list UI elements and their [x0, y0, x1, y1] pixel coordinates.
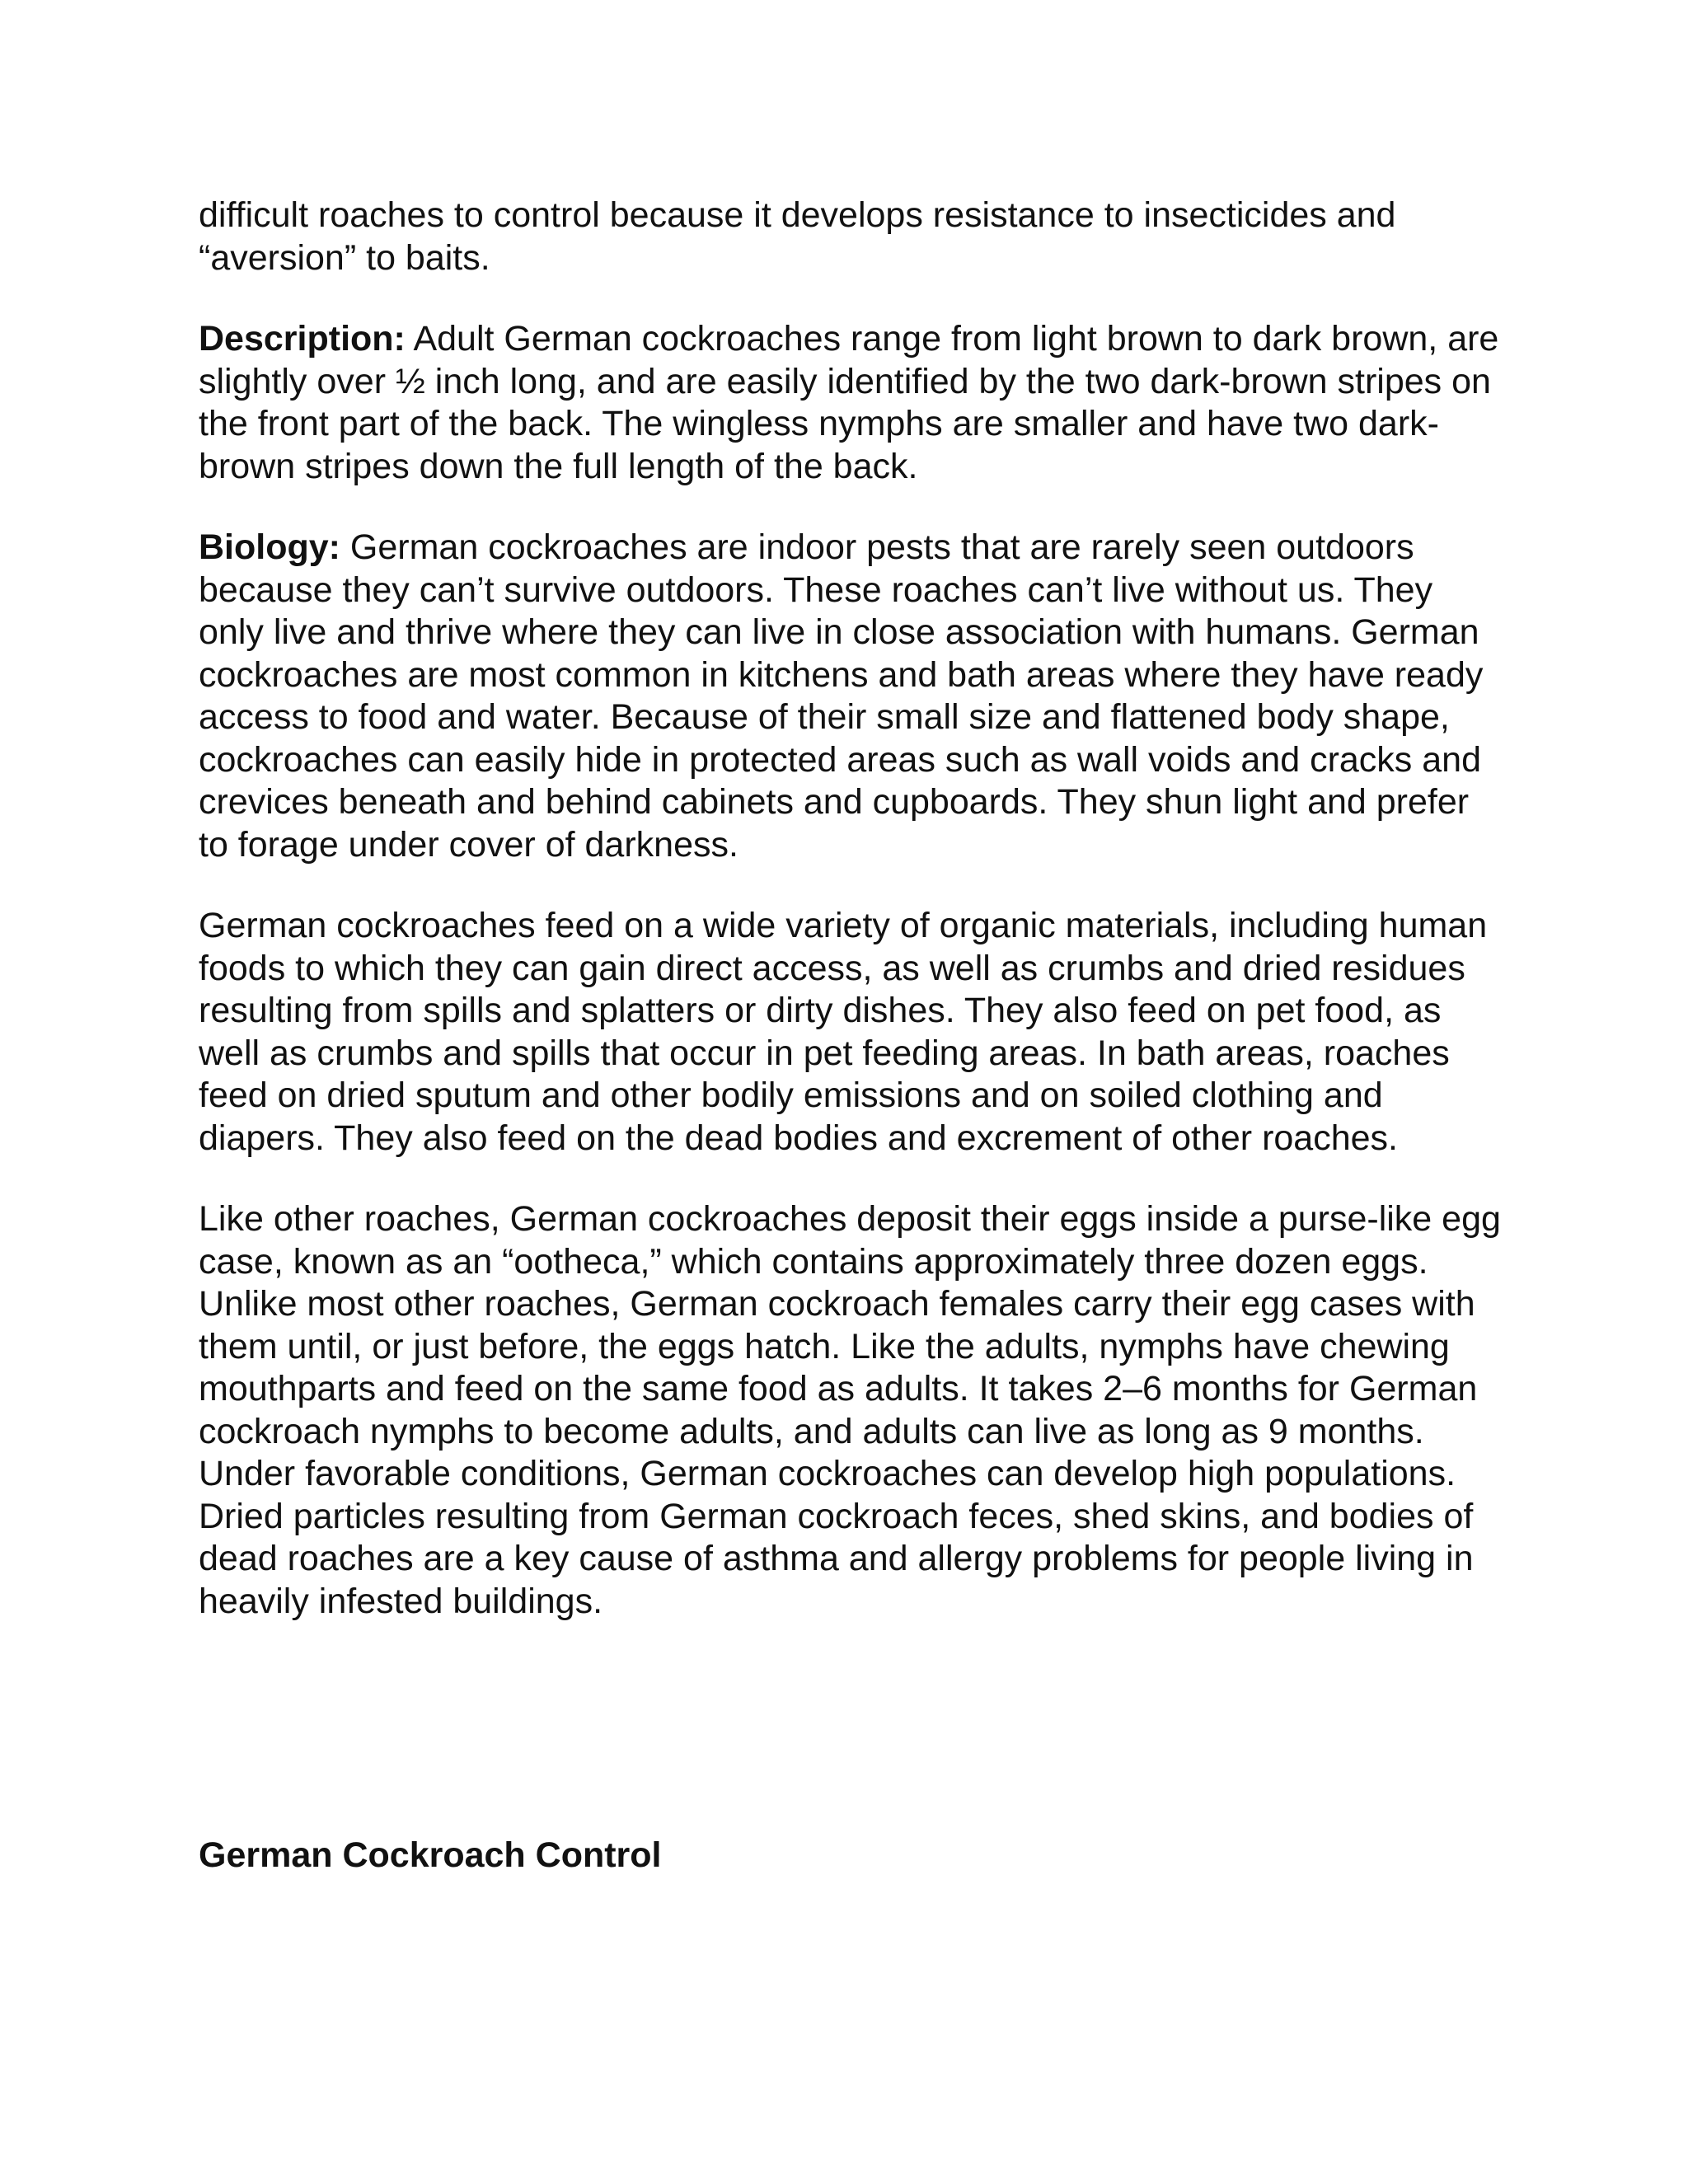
document-body	[199, 194, 1501, 1661]
intro-text: difficult roaches to control because it develops resistance to insecticides and “aversion” to baits.	[199, 195, 1396, 278]
biology-text: German cockroaches are indoor pests that are rarely seen outdoors because they can’t survive outdoors. These roaches can’t live without us. They only live and thrive where they can live in close association with humans. German cockroaches are most common in kitchens and bath areas where they have ready access to food and water. Because of their small size and flattened body shape, cockroaches can easily hide in protected areas such as wall voids and cracks and crevices beneath and behind cabinets and cupboards. They shun light and prefer to forage under cover of darkness.	[199, 527, 1484, 865]
description-lead: Description:	[199, 319, 406, 359]
description-paragraph	[199, 318, 1501, 488]
reproduction-paragraph	[199, 1198, 1501, 1623]
feeding-text: German cockroaches feed on a wide variety of organic materials, including human foods to which they can gain direct access, as well as crumbs and dried residues resulting from spills and splatters or dirty dishes. They also feed on pet food, as well as crumbs and spills that occur in pet feeding areas. In bath areas, roaches feed on dried sputum and other bodily emissions and on soiled clothing and diapers. They also feed on the dead bodies and excrement of other roaches.	[199, 906, 1488, 1158]
feeding-paragraph	[199, 905, 1501, 1160]
biology-lead: Biology:	[199, 527, 340, 567]
biology-paragraph	[199, 527, 1501, 866]
description-text: Adult German cockroaches range from light brown to dark brown, are slightly over ½ inch long, and are easily identified by the two dark-brown stripes on the front part of the back. The wingless nymphs are smaller and have two dark-brown stripes down the full length of the back.	[199, 319, 1499, 486]
intro-paragraph	[199, 194, 1501, 279]
section-heading: German Cockroach Control	[199, 1835, 662, 1875]
reproduction-text: Like other roaches, German cockroaches deposit their eggs inside a purse-like egg case, known as an “ootheca,” which contains approximately three dozen eggs. Unlike most other roaches, German cockroach females carry their egg cases with them until, or just before, the eggs hatch. Like the adults, nymphs have chewing mouthparts and feed on the same food as adults. It takes 2–6 months for German cockroach nymphs to become adults, and adults can live as long as 9 months. Under favorable conditions, German cockroaches can develop high populations. Dried particles resulting from German cockroach feces, shed skins, and bodies of dead roaches are a key cause of asthma and allergy problems for people living in heavily infested buildings.	[199, 1199, 1501, 1621]
